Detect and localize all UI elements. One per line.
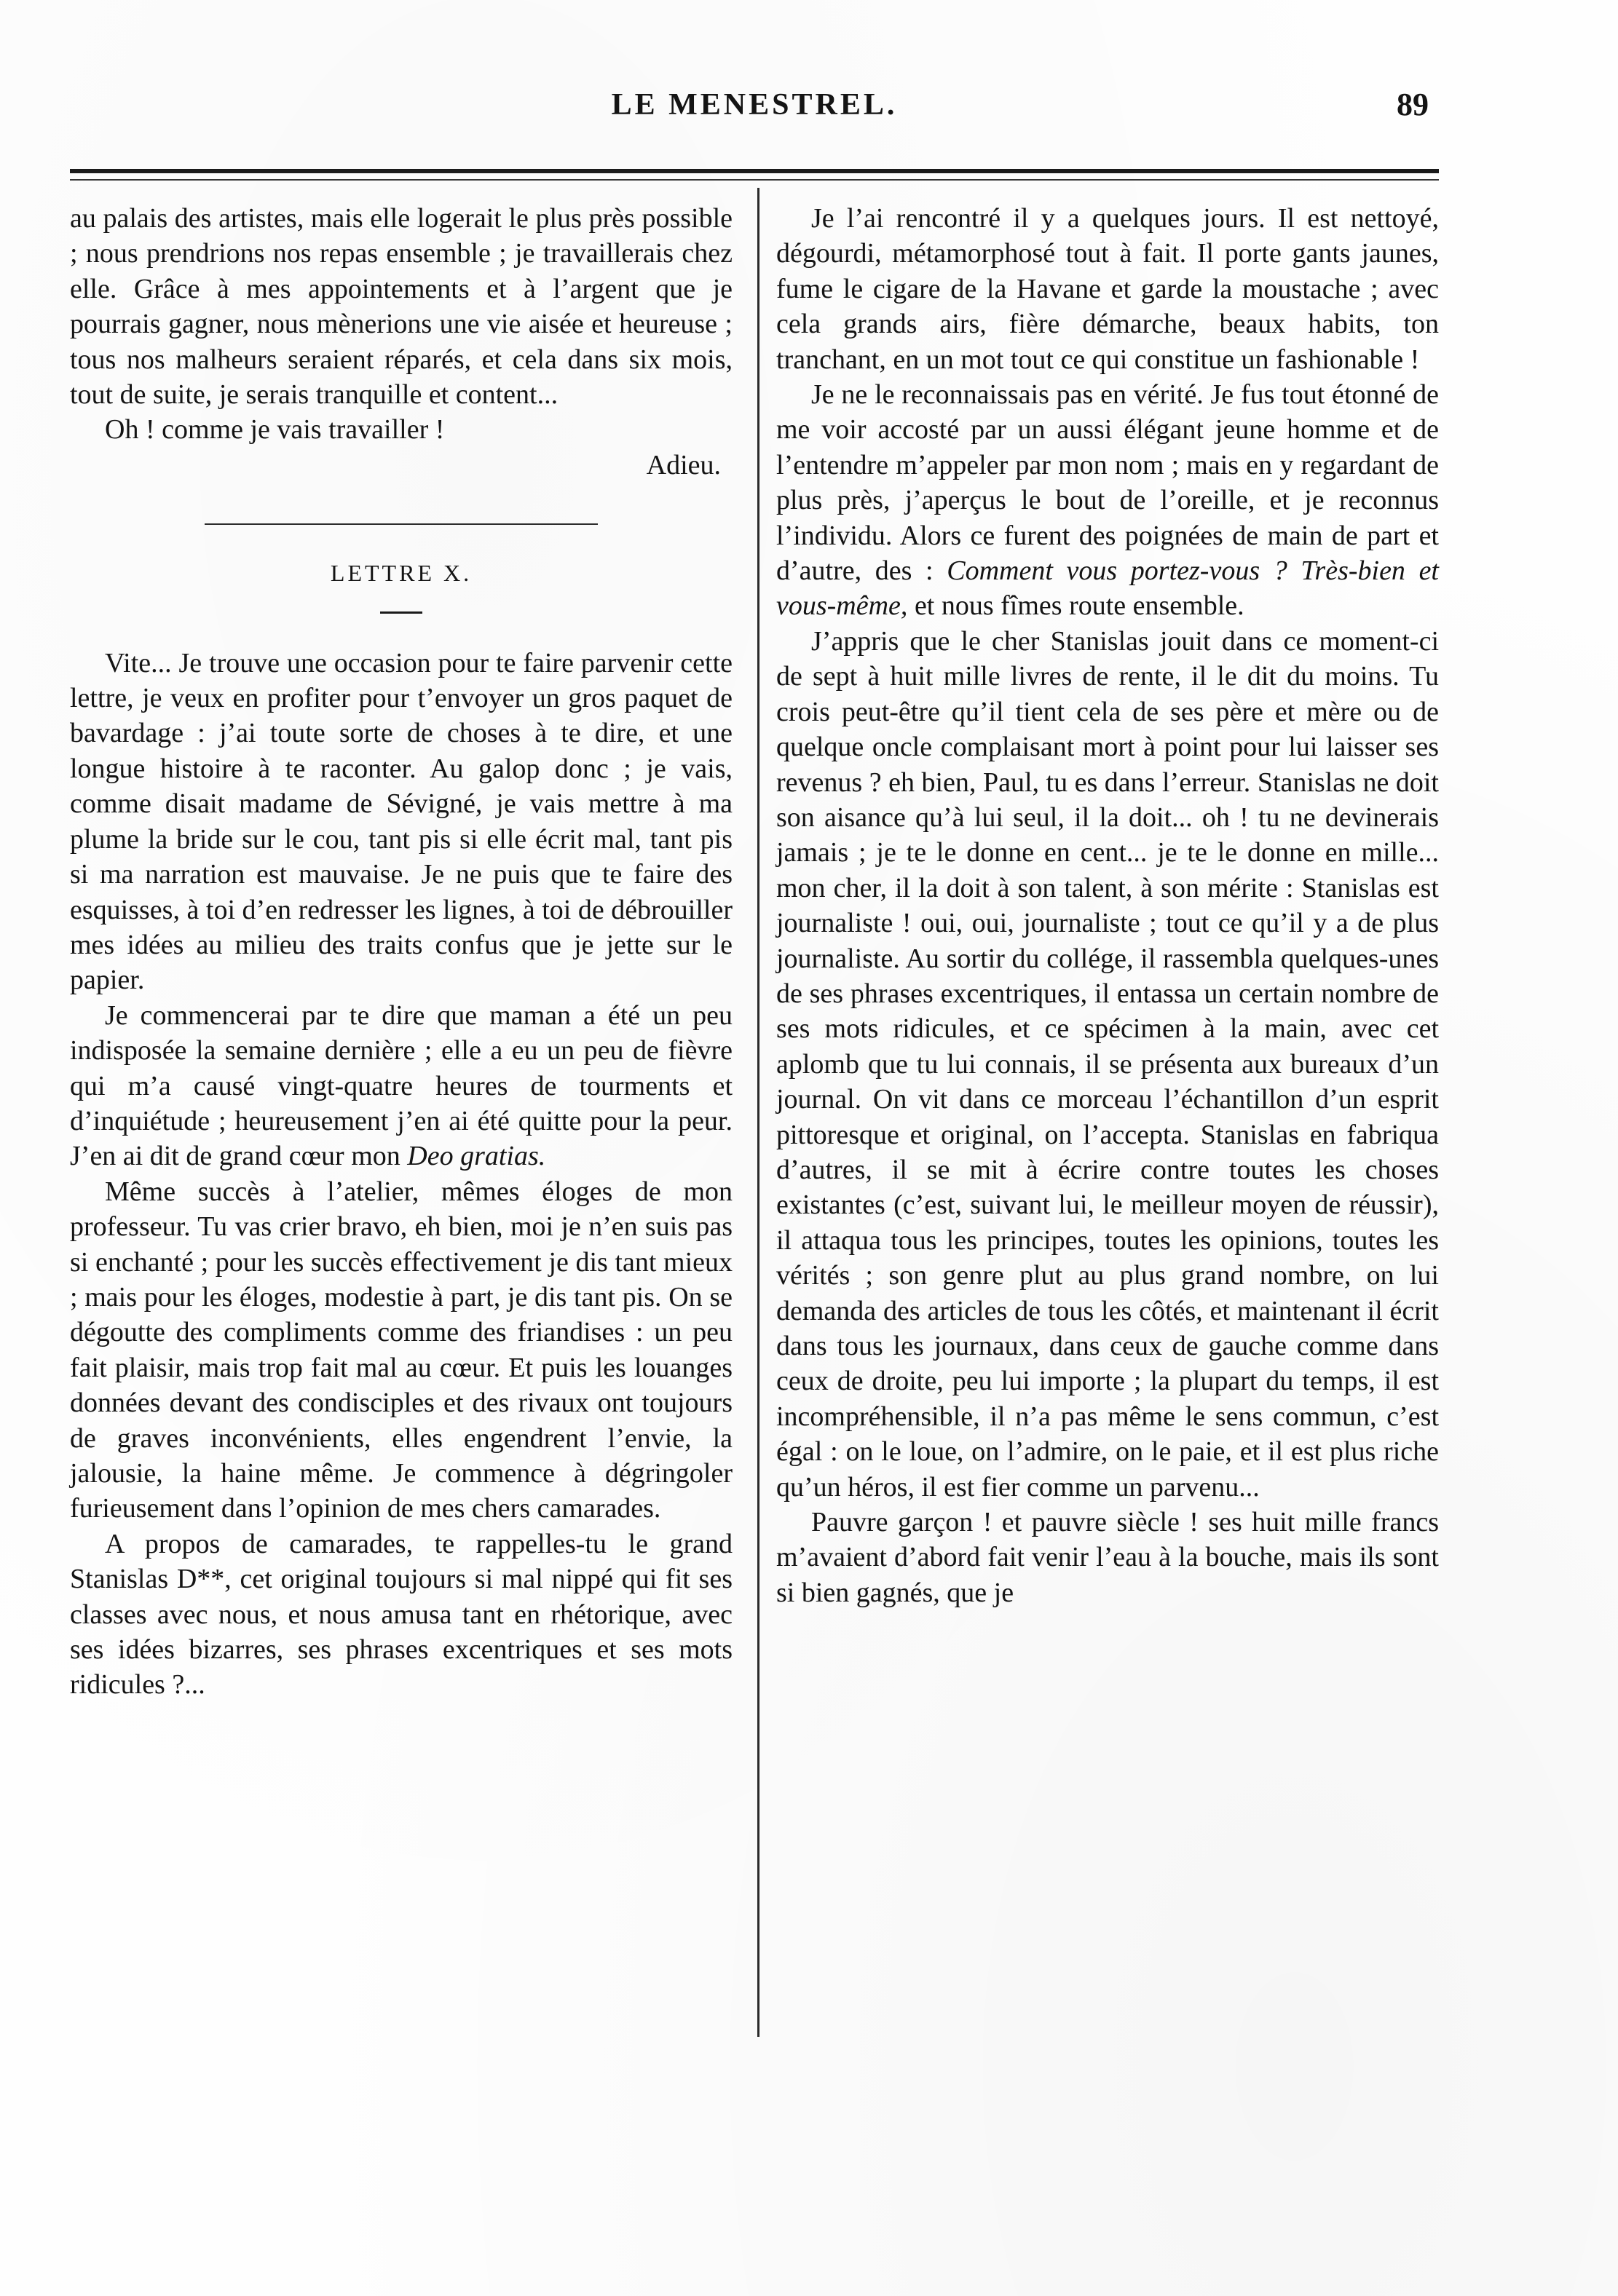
signature-adieu: Adieu. bbox=[646, 449, 721, 480]
page-number: 89 bbox=[1397, 87, 1429, 122]
right-paragraph-4: Pauvre garçon ! et pauvre siècle ! ses huit mille francs m’avaient d’abord fait venir l’eau à la bouche, mais ils sont si bien gagnés, que je bbox=[776, 1507, 1439, 1608]
journal-title: LE MENESTREL. bbox=[611, 88, 898, 122]
heading-dash bbox=[380, 611, 422, 614]
letter-heading: LETTRE X. bbox=[330, 560, 473, 587]
right-column bbox=[776, 201, 1439, 1610]
left-paragraph-6: A propos de camarades, te rappelles-tu le grand Stanislas D**, cet original toujours si mal nippé qui fit ses classes avec nous, et nous amusa tant en rhétorique, avec ses idées bizarres, ses phrases excentriques et ses mots ridicules ?... bbox=[70, 1528, 733, 1701]
left-paragraph-4 bbox=[70, 998, 733, 1174]
right-paragraph-2-text-b: et nous fîmes route ensemble. bbox=[907, 590, 1244, 622]
left-paragraph-3: Vite... Je trouve une occasion pour te faire parvenir cette lettre, je veux en profiter pour t’envoyer un gros paquet de bavardage : j’ai toute sorte de choses à te dire, et une longue histoire à te raconter. Au galop donc ; je vais, comme disait madame de Sévigné, je vais mettre à ma plume la bride sur le cou, tant pis si elle écrit mal, tant pis si ma narration est mauvaise. Je ne puis que te faire des esquisses, à toi d’en redresser les lignes, à toi de débrouiller mes idées au milieu des traits confus que je jette sur le papier. bbox=[70, 647, 733, 996]
header-rule-thick bbox=[70, 169, 1439, 173]
greeting-italic: Comment vous portez-vous ? Très-bien et vous-même, bbox=[776, 555, 1439, 622]
right-paragraph-1: Je l’ai rencontré il y a quelques jours. Il est nettoyé, dégourdi, métamorphosé tout à fait. Il porte gants jaunes, fume le cigare de la Havane et garde la moustache ; avec cela grands airs, fière démarche, beaux habits, ton tranchant, en un mot tout ce qui constitue un fashionable ! bbox=[776, 203, 1439, 375]
left-paragraph-5: Même succès à l’atelier, mêmes éloges de mon professeur. Tu vas crier bravo, eh bien, moi je n’en suis pas si enchanté ; pour les succès effectivement je dis tant mieux ; mais pour les éloges, modestie à part, je dis tant pis. On se dégoutte des compliments comme des friandises : un peu fait plaisir, mais trop fait mal au cœur. Et puis les louanges données devant des condisciples et des rivaux ont toujours de graves inconvénients, elles engendrent l’envie, la jalousie, la haine même. Je commence à dégringoler furieusement dans l’opinion de mes chers camarades. bbox=[70, 1176, 733, 1524]
left-paragraph-2: Oh ! comme je vais travailler ! bbox=[105, 414, 445, 446]
right-paragraph-2 bbox=[776, 377, 1439, 624]
left-paragraph-4-text: Je commencerai par te dire que maman a été un peu indisposée la semaine dernière ; elle a eu un peu de fièvre qui m’a causé vingt-quatre heures de tourments et d’inquiétude ; heureusement j’en ai été quitte pour la peur. J’en ai dit de grand cœur mon bbox=[70, 999, 733, 1172]
header-rule-thin bbox=[70, 179, 1439, 181]
section-separator bbox=[205, 523, 598, 525]
column-divider bbox=[757, 188, 759, 2037]
right-paragraph-3: J’appris que le cher Stanislas jouit dans ce moment-ci de sept à huit mille livres de rente, il le dit du moins. Tu crois peut-être qu’il tient cela de ses père et mère ou de quelque oncle complaisant mort à point pour lui laisser ses revenus ? eh bien, Paul, tu es dans l’erreur. Stanislas ne doit son aisance qu’à lui seul, il la doit... oh ! tu ne devinerais jamais ; je te le donne en cent... je te le donne en mille... mon cher, il la doit à son talent, à son mérite : Stanislas est journaliste ! oui, oui, journaliste ; tout ce qu’il y a de plus journaliste. Au sortir du collége, il rassembla quelques-unes de ses phrases excentriques, il entassa un certain nombre de ses mots ridicules, et ce spécimen à la main, avec cet aplomb que tu lui connais, il se présenta aux bureaux d’un journal. On vit dans ce morceau l’échantillon d’un esprit pittoresque et original, on l’accepta. Stanislas en fabriqua d’autres, il se mit à écrire contre toutes les choses existantes (c’est, suivant lui, le meilleur moyen de réussir), il attaqua tous les principes, toutes les opinions, toutes les vérités ; son genre plut au plus grand nombre, on lui demanda des articles de tous les côtés, et maintenant il écrit dans tous les journaux, dans ceux de gauche comme dans ceux de droite, peu lui importe ; la plupart du temps, il est incompréhensible, il n’a pas même le sens commun, c’est égal : on le loue, on l’admire, on le paie, et il est plus riche qu’un héros, il est fier comme un parvenu... bbox=[776, 625, 1439, 1503]
left-column bbox=[70, 201, 733, 1703]
deo-gratias-italic: Deo gratias. bbox=[407, 1141, 546, 1172]
page-header bbox=[70, 79, 1439, 137]
left-paragraph-1: au palais des artistes, mais elle logerait le plus près possible ; nous prendrions nos repas ensemble ; je travaillerais chez elle. Grâce à mes appointements et à l’argent que je pourrais gagner, nous mènerions une vie aisée et heureuse ; tous nos malheurs seraient réparés, et cela dans six mois, tout de suite, je serais tranquille et content... bbox=[70, 203, 733, 411]
right-paragraph-2-text-a: Je ne le reconnaissais pas en vérité. Je fus tout étonné de me voir accosté par un aussi élégant jeune homme et de l’entendre m’appeler par mon nom ; mais en y regardant de plus près, j’aperçus le bout de l’oreille, et je reconnus l’individu. Alors ce furent des poignées de main de part et d’autre, des : bbox=[776, 379, 1439, 587]
